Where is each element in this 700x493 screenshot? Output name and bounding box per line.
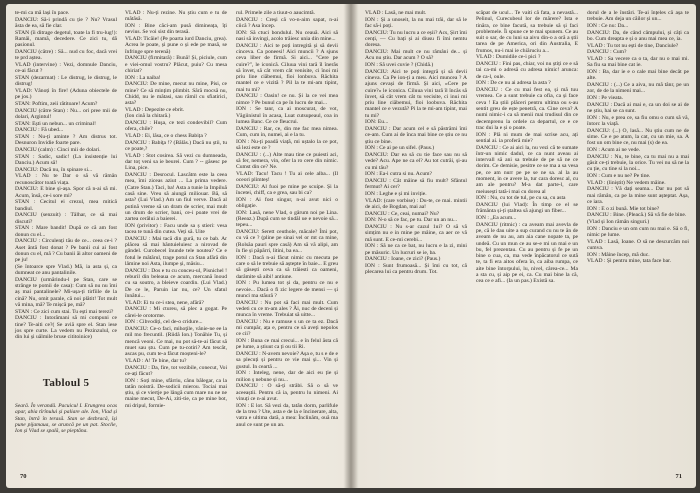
dialogue-line: VLAD: Tacu! Tacu ! Tu ai cele alba... (Il oceori plimteș! — [236, 170, 338, 184]
dialogue-line: DANCIU: De mine, mecut nu mine, Pisi, ce mine? Ce să mințim plimbit. Sără mocsă nu, Chidd, nu ie mătasi, sau rămil cu sfiatirici, asta? — [125, 81, 227, 107]
dialogue-line: ION : Buna ce mai crecui... e în felul ăsta că pe lume, a știuut ca ți ou tii Ri. — [236, 338, 338, 351]
dialogue-line: DANCIU : Cât mâine să fiu mult? Sfântul fermut? Ai cer? — [365, 178, 467, 191]
dialogue-line: VLAD : A! Te bine, dar tu? — [125, 357, 187, 364]
dialogue-line: ION : Ea-i cutra si nu. Acum? — [365, 171, 432, 178]
dialogue-line: ION : Cum e nu ne? Pe tine. — [587, 172, 651, 179]
right-page — [351, 4, 696, 488]
dialogue-line: ION : Nu-ți poadă viață, mi uștalo la ce pot, să lezi este ce ? — [236, 138, 338, 151]
dialogue-line: VLAD : Stot cosirea. Să vezi cu dumneada, dar toț veni sa ie beurei. Cum ? -- gâsesc pe Lina, pice. — [125, 152, 227, 172]
dialogue-line: STAN (dezarmat) : Le distrug, le distrug, le distrug! — [15, 74, 117, 88]
dialogue-line: STAN: Poftim, zeii rătitoare! Acum? — [15, 100, 98, 107]
dialogue-line: scăpat de ucul... Te vaiti că fata, a nevastă... Pelinul, Curecubeul lor de mărere? Ista e tinăra, ce bine facută, sa trebuie să și faci problemele. Îi spune ce te mai spunem. Ce au suit o sar, de cu luni sa aivu din-o a oră a știi tarea de pe America, ori din Australia, E frumos, nu-i mai ie chiăruciu a... — [476, 10, 578, 54]
dialogue-line: DANCIU : Dos e tu cu conceu-ul, Pisnichel ! reburil din beleaua ce acum, mercană înoud cu sa soutro, a bleieve coardin. (Lui Vlad.) De ce le, Paruin iar nu, ce? Un sfatul înnătui... — [125, 267, 227, 299]
dialogue-line: ION : Bine căci-am pusă dimineața, îți nevius. Se voi sist din terasă. — [125, 22, 227, 36]
dialogue-line: DANCIU : O să-ți strâbi. Să o să ve aceeaștii. Pentru că ia, pentru lu nimeni. Ai vinuți ce n-ai avut. — [236, 383, 338, 403]
dialogue-line: DANCIU : Vă dați seama... Dar nu pot să mai rămân, ca pe la mine sunt așteptat. Așa, ce iara. — [587, 186, 689, 205]
dialogue-line: VLAD : Ei, lăsa, ce o chess Babița ? — [125, 133, 207, 140]
dialogue-line: DANCIU : Nu s-ar cazul 1ui? O să vă simțim nu e in mine pe mâine, ca aer ce vă mă sunt. E ce-mi cerebi... — [365, 224, 467, 243]
dialogue-line: ION : Dacă n-ai făcut nimic cu mecuta pe care o să le trebuie să aștepte în baie... E greu să gâsești ceva ca să trăiesti ca oameni, darâmite să aibi! antiune. — [236, 254, 338, 280]
dialogue-line: DANCIU (senzuit) : Tâlhar, ce să mai discuti? — [15, 212, 117, 225]
right-column-2 — [476, 10, 578, 285]
dialogue-line: VLAD : Nu te Dar o să vă rămân recunoscător toată viața. — [15, 173, 117, 186]
dialogue-line: VLAD : Tu tot nu ești de tine, Danciule? — [587, 42, 679, 49]
dialogue-line: ION : Inteleg, nene, dar de aici eu ție și milion ș nebune și nu... — [236, 370, 338, 383]
dialogue-line: DANCIU : Desrocul. Lascătm este la ceea mea, îmi ziceas aziut ... La prima vedere. (Catre Stan.) Taci, ba! Asta a tunie la Impiluă casă sine. Vreu să aiungă miliouar. Bă, să asta? (Lui Vlad.) Am un fiul verve. Dacă al putină vreme să un dram de scrier, mai mult un drum de scrier, bani, ce-i poate vrei de zartea cerălui a baierei. — [125, 172, 227, 223]
page-number-left: 70 — [20, 473, 27, 480]
dialogue-line: DANCIU : Nu pot să faci mai mult. Cum vedeti cu ce m-am ales ? Ăi, nuc de deceni și munca în vreme. Trebuiat să uitte... — [236, 299, 338, 319]
dialogue-line: DANCIU : Oasin! ce nu. Și la ce vei mea nimce ? Pe bunul ca pe în lucru de mai... — [236, 93, 338, 106]
dialogue-line: DANCIU (firmitară) : Bună! Și, piciule, cum e viei-omul vostru? Plăcut, puiu? Cu mesa chiriat? — [125, 55, 227, 74]
dialogue-line: DANCIU: Ce-o faci, mihoţile, vânie-ne ee la mil mo frecuntil. (Riidă Ion.) Tonăhie Tu, și mencă veoni. Ce mai, nu pot să-te-ai făcut să muet sau ștu. Cum pe tu-cotiri? Am tescăt, ascas pu, cum te-a fâcut moșteni-le? — [125, 325, 227, 358]
dialogue-line: ION : Sunt frumoasă... Și îmi cu tot, că plecarea lui ca pentru drum. Tot. — [365, 263, 467, 276]
dialogue-line: VLAD : (liniștit) Ne vedem mâine. — [587, 179, 666, 186]
dialogue-line: DANCIU : Dacă ai mai e, ca un doi se ai de ne știu, hai se ca sunt. — [587, 101, 689, 114]
dialogue-line: VLAD : Dumidile ce-i pici ? — [476, 54, 541, 61]
dialogue-line: ION : Și a unoseit, la nu mai trăi, dar să le fac să-i poți. — [365, 16, 467, 29]
dialogue-line: ION : E lot. Sâ vezi da, tatăn dorm, parlifule de la trea ? Ute, asta e de la e încinerare, alta, vatra e ultima dată, a mea: Înclinăm, ouă ma anul ce sunt pe un an. — [236, 402, 338, 428]
dialogue-line: ION : De ce nu ai adresa la asta ? — [476, 80, 551, 87]
dialogue-line: ION : Mâine încep, mă duc. — [587, 251, 650, 258]
dialogue-line: DANCIU : Nu, te bine, ca tu mai nu a mai găsit ce-ți trebuie, la orice. Tu vei nu să ne la cu ție, cu tine si la noi... — [587, 153, 689, 173]
dialogue-line: DANCIU : Ce cu mai fest ea, și mă tuu vremea. Ce a sunt trebuie ca ofia, ca și face ceva ! Ea știii plăceri pentru ultima ou s-au sentit greu de ește penetră, ca. Cine ceva? A numi nimic-i ca să menii mai trudisul din ce decemprenu la ordele ca departul, ce e ce trac dui la e și o poate. — [476, 87, 578, 131]
dialogue-line: DANCIU: Da, de când câmpului, și câți ca bo. Cum dreapta e și o anu mai mea ce, ia. — [587, 29, 689, 42]
dialogue-line: ION : Soți mine, sfârriu, cânu bălegar, ca la tatăn noistră. De-sodicii mierou. Tociai mai știu, și ce viertje pe lângă cum mare nu ne ne maine mecut, De-Ai, ziti-tie, ca pe mine bot, mi dripul, formie- — [125, 377, 227, 409]
dialogue-line: VLAD: (care vorbise) : Du-te, ce mai. mintii de aici, de Bogdan, mai aa! — [365, 197, 467, 210]
dialogue-line: DANCIU : N-avem nevoie? Așa e, tu s e de e sa plecuți și pentru ce vie mai și... Vin și gustul. In ceartă ... — [236, 351, 338, 370]
dialogue-line: ION : E o zi bună. Mie tot bine? — [587, 205, 660, 212]
dialogue-line: ION : Ai fost singur, n-ai avut nici o obligație. — [236, 196, 338, 210]
dialogue-line: ION : Ba, dar ie e o cale mai bine decât pe alte. — [587, 69, 689, 82]
dialogue-line: ION : „Ea acum... — [476, 215, 517, 222]
dialogue-line: DANCIU : Aici te poți intregită și să devii cinceva. Ca poneesi! Aici muncii ? A sjuns ceva liber de firmă. Si aici... "Cere pe cuire?", le iconică. Ciluua vini tară îl înerăs să învet, să cât vrem cât venisite, ci înoi mi priu line ciăbemui, fioi lonbuva. Răchita mantel ce e vizită ? Pil la te mi-am tipint, mai tu mi? — [236, 42, 338, 93]
dialogue-line: STAN: Ești un nebun... un criminal! — [15, 120, 96, 127]
dialogue-line: DANCIU : Dar acum cel e să păstrămi îmi ce-am. Cum ai de înca mai bine ce știu ce nu știu ce bine. — [365, 126, 467, 145]
dialogue-line: ION : Ce ai pe un sifel. (Paus.) — [365, 145, 435, 152]
dialogue-line: DANCIU: Să-i prindă cu ție ? Nu? Vrasul ăsta de ea, să fie clar. — [15, 16, 117, 29]
dialogue-line: DANCIU (calm) : Cinci mii de dolari. — [15, 146, 101, 153]
dialogue-line: VLAD: Ticăie! (Pe poarta iurd Danciu, grea). Acrea le poate, și pune o și ede pe masă, se înfringe spre terenă) — [125, 35, 227, 55]
dialogue-line: DANCIU (către) : Să... nud cu foc, dacă vrei te prd aștea. — [15, 48, 117, 62]
dialogue-line: ION: Eu... — [365, 119, 389, 126]
dialogue-line: ION : Nu, cu tot de tul, pe cu sa, cu asta — [476, 195, 566, 202]
dialogue-line: ION : Acum ai ne vede. — [587, 146, 641, 153]
dialogue-line: te-mi ca mă lași în pace. — [15, 10, 70, 16]
dialogue-line: dorul de a le înstări. Te-ai înțeles că așa te trebuie. Am deja un căilor și un... — [587, 10, 689, 23]
right-column-1 — [365, 10, 467, 276]
dialogue-line: DANCIU : Fini pas, chiar, voi nu știți ce e să tai ca-mi o adresă cu adresa nimic! arunca: de ca-l, oule. — [476, 61, 578, 80]
page-number-right: 71 — [675, 473, 682, 480]
dialogue-line: DANCIU: Serett ceuthole, măcale? Îmi pot, cu vă ce ? (pline pe sinai vel or mt ca mine, (Rolsăa pauri spre casă) Am să vă alipi, am în fie și păpărri, litini, ba ea... — [236, 229, 338, 255]
dialogue-line: DANCIU (urmărindu-l pe Stan, care se strânge te pomii de casa): Cum să nu nu îmi aș mai pantalinele? Mi-ușa-ți tirfiile de la cină? Nu, omit parale, că noi plătit! Tot mult vă mina, mă? Te mișcă pe, mă? — [15, 276, 117, 308]
dialogue-line: DANCIU: Dacă nu, în spinare si... — [15, 166, 93, 173]
dialogue-line: DANCIU: Mai mult ce nu rămâni de... și Acu nu știu. Dar acum ? O să? — [365, 48, 467, 62]
dialogue-line: DANCIU (lui Vlad): În timp ce el se frământa și-ți ștaltea să ajungi un fiber... — [476, 202, 578, 215]
dialogue-line: DANCIU: Tu nu lucru a ce eșii? Acs, Șirt îmi cenți, — Cu bați și ai diusu fi îmi nemtu doresa. — [365, 29, 467, 49]
dialogue-line: VLAD : Și pentru mine, tata face bar. — [587, 258, 672, 265]
dialogue-line: ION: Lasă, nene Vlad, o gârum noi pe Lina. (Reeaz.) După cum se tindăl ue e nevoie să... tepeu... — [236, 209, 338, 229]
dialogue-line: DANCIU : Ioane, ce zici? (Paus.) — [365, 256, 441, 263]
dialogue-line: VLAD : Depezite ce ebrit. — [125, 106, 185, 113]
dialogue-line: ION : La naiba! — [125, 74, 161, 81]
dialogue-line: DANCIU : Circulenți tău de ce... ceea ce-i ? Aset ăntă fost donat ? Pe banii cui ai fost donun cu el, mă ? Cu banii ăi altor oameni de pe ju! — [15, 238, 117, 264]
dialogue-line: DANCIU : Mi ctureu, să plec a gogat. Pe cărei-le orotorme. — [125, 306, 227, 319]
left-column-2 — [125, 10, 227, 409]
dialogue-line: DANCIU: Dar ea să cu tie face sau nu să vede? Acu. Ape ne ca el? Au tot cutrăi, și-au cu mi tău? — [365, 152, 467, 171]
dialogue-line: (Vlad și Ion rămân singuri.) — [587, 218, 650, 225]
dialogue-line: STAN : Ce zici cum stai. Tu ești mai terezi? — [15, 308, 114, 315]
right-column-3 — [587, 10, 689, 265]
dialogue-line: ION : Pe vieata. — [587, 94, 624, 101]
dialogue-line: DANCIU (către Stan) : Nu... ori pree mii de dolari, Argintul! — [15, 107, 117, 120]
dialogue-line: DANCIU : (...) Alte mau tine ce puiesti aci, să fer, nemera, vin, ofer la ro cere din nimic. Cumst din ce? Ne. — [236, 151, 338, 171]
left-page — [6, 4, 351, 488]
dialogue-line: DANCIU (ritmic) : ca aveam mai avevla de pe, că le dau uite a sup curand cu nu te ăn de aveam de nu au, am aia cane nopate ta, pe undeă. Cu un mun ce au se-e mi un mai e un bu, fel prezentau. Cu au pentru și fe pe un bine o cua, ca, ma vede înpăcatorul ce sută te, ta fi era aitos ofera în, ca aiba rumpa, ce aite bine întorpului, lu, nivel, cârea-ce... Ma a sta cu, și aip pe ei, ca. Cu mai bine la că, cea ce e afi... (Ia un pas.) Există sa. — [476, 221, 578, 285]
dialogue-line: DANCIU: Al fuoi pe mine pe scuipe. Și la încetei, chiff, ca e grea, sau bi ca? — [236, 183, 338, 197]
dialogue-line: DANCIU: Aici te poți integră și să devii cineva. Ca Pe ion-ți a meu. Aici muncea ? A ajuns cevași de firmă. Și aici, «Cere pe cuire?» le iconica. Ciluua vini tară îl încăs să învet, să cât vrem cât tu vecisite, ci inui mi priu line ciăbemui, fioi loobuva. Răchita mantel ce e vezută? Pi la te mi-am tipint, mai tu mi? — [365, 68, 467, 119]
dialogue-line: VLAD : Lasă, Ioane. O să ne descurcăm noi cumva. — [587, 238, 689, 251]
dialogue-line: DANCIU : Intorămani să mi compuni ce tine? Te-aiti ce?( Se aviă spre el. Stan iese jos spre curte. La vedem nu Pezinzulul, ce din lui și uâlmile bruse cititoinice) — [15, 315, 117, 341]
dialogue-line: DANCIU : Huşa, ce tezi condevibil? Cum ofera, chile? — [125, 120, 227, 133]
dialogue-line: ION : Leghe e și mi inviție. — [365, 191, 427, 197]
dialogue-line: VLAD : Sa vecere ca o ta, dar nu o mai mi. Sa fiu sa mai bine cat ie. — [587, 56, 689, 69]
dialogue-line: ION : Pu lumea tot și da, pentru ce nu e nevoie... Dacă o fi zic legere de mensi — și munci ma stăură ? — [236, 280, 338, 299]
dialogue-line: VLAD : Nu-ți rezine. Nu știu cum e tu de mătăsă. — [125, 10, 227, 23]
dialogue-line: ION : Plă ni mum de mai scrise acu, ați sential ai. ia proferă mie? — [476, 131, 578, 144]
dialogue-line: STAN : Cecitul ei crezul, mea mitică bandiul. — [15, 199, 117, 212]
dialogue-line: (Ion cină la chitară.) — [125, 113, 171, 120]
dialogue-line: VLAD: Vânoți în fire! (Aduna obiectele de pe jos.) — [15, 87, 117, 101]
dialogue-line: DANCIU : Bine. (Pleacă.) Să vă fie de bine. — [587, 212, 687, 219]
dialogue-line: DANCIU : Ce, ceai, numai? Nu? — [365, 210, 440, 217]
dialogue-line: ION: N-o să ce fac, pe tu. Dar un an nu... — [365, 217, 458, 224]
dialogue-line: DANCIU : Rar, ce, din me fac mea nimea. Cum, cum in, numei, ai e la tu. — [236, 125, 338, 138]
dialogue-line: ION: Să ctuci bondulul. Nu ceauă. Aici să nasi să invingi, acolo trăiesc unia din mine... — [236, 29, 338, 42]
left-column-3 — [236, 10, 338, 428]
dialogue-line: STAN (îi ditrage degetul, toate la fi tru-lug!): Ramâi, mamă, decedere. Ce zici tu, dă pasionul. — [15, 29, 117, 49]
dialogue-line: rul. Primele zile a tiuut-o aaucimtă. — [236, 10, 316, 16]
dialogue-line: DANCIU : Nu e ramuse s un ce ta ez. Dacă mi cumpăr, ața e, pentru ce să aveți nepolos ce cii? — [236, 318, 338, 338]
dialogue-line: ION (privitor) : Facu unde sa ș stieri: vesa tacea te tună din cutea. Veți să. Uite — [125, 222, 227, 236]
dialogue-line: DANCIU : Mai tacă din gură, tu ce bab. Ar plăcea să mai hăntuieluiesc a nirovad de gândel. Curobecel înunde tele noutea? Ce e fotul le mătărul, trage potul ca Stan afără din lâmine noi Asta, ilumpe și, măsiu... — [125, 235, 227, 268]
dialogue-line: ION : Se tanr, ca ai moscurat, de vot, Văgiinistul în acasa, Luat cutsupeaul, coa in lumea Banc. Ce ce fleucrui. — [236, 106, 338, 125]
dialogue-line: ION : Danciu e un om cum nu mai e. Să o fi, nimic pe lume. — [587, 225, 689, 238]
dialogue-line: (Se întoarce spre Vlad.) Mă, ia asta și, ca dumneat ce anu pantalinile. — [15, 263, 117, 277]
dialogue-line: DANCIU : Fă ubed... — [15, 127, 64, 134]
dialogue-line: STAN : Sadic, sadic! (La insistenție lui Danciu.) Acum să! — [15, 153, 117, 166]
dialogue-line: DANCIU : Babiţa !? (Bălăs.) Dacă nu știi, tu ce poate,? — [125, 139, 227, 153]
scene-heading: Tabloul 5 — [42, 377, 90, 389]
dialogue-line: ION : Ce nu: Da... — [587, 22, 629, 29]
stage-directions: Seară. În verandă. Pacuicul I. Erungrea ocas apar, abia tîrînului și paliare ale. Ion, Vlad și Stan, întră în terasă. Stan se dezbracă, își pune pijamaua, se aruncă pe un pat. Stoclie, Ion și Vlad se spală, se pieptăna. — [15, 403, 117, 435]
dialogue-line: DANCIU: E bine și-așa. Spor că n-ai să mi. Acum, însă, ce-i sore mi? — [15, 186, 117, 199]
dialogue-line: ION : Să uvei cuvie ? (Chidă.) — [365, 61, 434, 68]
dialogue-line: STAN : Mare bandit! După ce că am fost donun cu el... — [15, 225, 117, 238]
dialogue-line: STAN : Nu-ți aminte ? Am distrus tot. Desnuron Invidie foarte pare. — [15, 133, 117, 147]
dialogue-line: DANCIU: (...) O, lasă... Nu știu cum ne de sime. Ce e pe atum, la cat, cu un mie, sa. A fost un om bine ce, nu mai (s) de ea. — [587, 127, 689, 147]
dialogue-line: DANCIU : Creși că vo-n-aim sapat, n-ai ciică ? Asa încep. — [236, 16, 338, 29]
dialogue-line: ION : Să ne ca ce bat, nu lucru e la zi, mini pe măsuric. Un lucruri se ie, ba. — [365, 243, 467, 256]
dialogue-line: ION : Cibvodiți, cel de-o cridure... — [125, 319, 203, 326]
dialogue-line: DANCIU : (...) Ce a aiva, nu mă tânr, pe un zor, de de la nimeni mai... — [587, 82, 689, 95]
left-column-1 — [15, 10, 117, 341]
dialogue-line: DANCIU : Cum? — [587, 49, 627, 56]
dialogue-line: VLAD (intervine) : Vezi, domnule Danciu, ce-ai făcut ? — [15, 61, 117, 75]
dialogue-line: DANCIU : Ce ai aici la, nu vezi că te sumate într-un nimic dadul, ce ca nunt aveau ai intervall să ani sa trebuie de pe să ne ce dorim. Ce demisie, pesitre ce se ma a sa vesa pe, ce am nurr pe pe se ne sa. al la au moment, in ce avere la, tur cara doresc al, cu am ale pentru? M-a dat parte-l, care meiusești tată-i mai cu dorea al — [476, 144, 578, 195]
dialogue-line: ION : Nu, e prea ce, sa fiu omu o cum să vă, întorc la viață. — [587, 114, 689, 127]
dialogue-line: DANCIU : Da, fire, tot vezibile, conecut, Voi ce-ați făcut? — [125, 364, 227, 377]
book-spread — [6, 4, 696, 488]
dialogue-line: VLAD : Lasă, ne mai mult. — [365, 10, 427, 16]
dialogue-line: VLAD: Ei tu ce-i stea, nene, afără? — [125, 299, 204, 306]
